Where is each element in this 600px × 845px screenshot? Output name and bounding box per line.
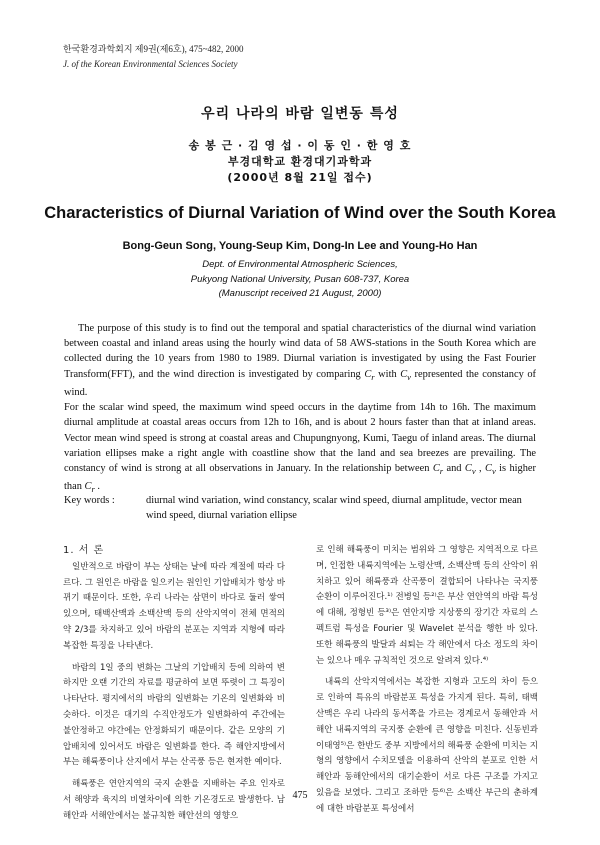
symbol-cv-2: $C_v$ <box>464 462 476 476</box>
affiliation-english-block <box>0 258 600 302</box>
body-paragraph: 로 인해 해륙풍이 미치는 범위와 그 영향은 지역적으로 다르며, 인접한 내륙지역에는 노령산맥, 소백산맥 등의 산악이 위치하고 있어 해륙풍과 산곡풍이 결합되어 나타나는 국지풍 순환이 이루어진다.¹⁾ 전병일 등²⁾은 부산 연안역의 바람 특성에 대해, 정형빈 등³⁾은 연안지방 지상풍의 장기간 자료의 스펙트럼 특성을 Fourier 및 Wavelet 분석을 행한 바 있다. 또한 해륙풍의 발달과 쇠퇴는 각 해안에서 다소 정도의 차이는 있으나 매우 규칙적인 것으로 알려져 있다.⁴⁾ <box>316 545 538 666</box>
authors-korean: 송 봉 근 · 김 영 섭 · 이 동 인 · 한 영 호 <box>188 139 412 152</box>
symbol-cv: $C_v$ <box>400 368 411 382</box>
title-english: Characteristics of Diurnal Variation of Wind over the South Korea <box>44 204 556 222</box>
journal-citation-ko: 한국환경과학회지 제9권(제6호), 475~482, 2000 <box>63 44 244 54</box>
keywords <box>64 493 536 523</box>
received-date-korean: (2000년 8월 21일 접수) <box>227 171 373 184</box>
title-korean: 우리 나라의 바람 일변동 특성 <box>201 106 399 122</box>
body-column-left <box>63 543 285 825</box>
keywords-text: diurnal wind variation, wind constancy, scalar wind speed, diurnal amplitude, vector mean wind speed, diurnal variation ellipse <box>146 495 522 522</box>
journal-header <box>63 42 243 72</box>
page-number: 475 <box>292 790 308 801</box>
abstract-paragraph-1: The purpose of this study is to find out the temporal and spatial characteristics of the diurnal wind variation between coastal and inland areas using the hourly wind data of 58 AWS-stations in the South Korea which are collected during the 10 years from 1980 to 1989. Diurnal variation is investigated by using the Fast Fourier Transform(FFT), and the wind direction is investigated by comparing $C_r$ with $C_v$ represented the constancy of wind. <box>64 323 537 398</box>
symbol-cr-2: $C_r$ <box>432 462 444 476</box>
symbol-cr: $C_r$ <box>364 368 375 382</box>
body-paragraph: 일반적으로 바람이 부는 상태는 날에 따라 계절에 따라 다르다. 그 원인은 바람을 일으키는 원인인 기압배치가 항상 바뀌기 때문이다. 또한, 우리 나라는 삼면이 바다로 둘러 쌓여 있으며, 태백산맥과 소백산맥 등의 산악지역이 전체 면적의 약 2/3를 차지하고 있어 바람의 분포는 지역과 지형에 따라 복잡한 특징을 나타낸다. <box>63 561 285 651</box>
symbol-cv-3: $C_v$ <box>485 462 496 476</box>
keywords-label: Key words : <box>64 495 115 506</box>
body-paragraph: 해륙풍은 연안지역의 국지 순환을 지배하는 주요 인자로서 해양과 육지의 비열차이에 의한 기온경도로 발생한다. 남해안과 서해안에서는 불규칙한 해안선의 영향으 <box>63 779 285 821</box>
body-paragraph: 내륙의 산악지역에서는 복잡한 지형과 고도의 차이 등으로 인하여 특유의 바람분포 특성을 가지게 된다. 특히, 태백산맥은 우리 나라의 동서쪽을 가르는 경계로서 동해안과 서해안 내륙지역의 국지풍 순환에 큰 영향을 미친다. 신동빈과 이태영⁵⁾은 한반도 중부 지방에서의 해륙풍 순환에 미치는 지형의 영향에서 수치모델을 이용하여 산악의 분포로 인한 서해안과 동해안에서의 대기순환이 서로 다른 구조를 가지고 있음을 보였다. 그리고 조하만 등⁶⁾은 소백산 부근의 춘하계에 대한 바람분포 특성에서 <box>316 677 538 814</box>
authors-english: Bong-Geun Song, Young-Seup Kim, Dong-In Lee and Young-Ho Han <box>122 240 478 252</box>
body-column-right <box>316 543 538 818</box>
received-date-english: (Manuscript received 21 August, 2000) <box>218 288 382 299</box>
section-heading-introduction: 1. 서 론 <box>63 545 105 556</box>
abstract <box>64 321 536 497</box>
symbol-cr-3: $C_r$ <box>84 481 95 495</box>
journal-name-en: J. of the Korean Environmental Sciences Society <box>63 59 238 69</box>
authors-korean-block <box>0 138 600 186</box>
affiliation-dept: Dept. of Environmental Atmospheric Sciences, <box>202 259 398 270</box>
affiliation-univ: Pukyong National University, Pusan 608-737, Korea <box>190 273 410 285</box>
abstract-paragraph-2: For the scalar wind speed, the maximum wind speed occurs in the daytime from 14h to 16h. The maximum diurnal amplitude at coastal areas occurs from 12h to 16h, and is about 2 hours faster than that at inland areas. Vector mean wind speed is strong at coastal areas and Chupungnyong, Kumi, Taegu of inland areas. The diurnal variation ellipses make a right angle with coastline show that the land and sea breezes are prevailing. The constancy of wind is strong at all observations in January. In the relationship between $C_r$ and $C_v$ , $C_v$ is higher than $C_r$ . <box>64 402 536 495</box>
affiliation-korean: 부경대학교 환경대기과학과 <box>227 155 373 168</box>
body-paragraph: 바람의 1일 중의 변화는 그날의 기압배치 등에 의하여 변하지만 오랜 기간의 자료를 평균하여 보면 뚜렷이 그 특징이 나타난다. 평지에서의 바람의 일변화는 기온의 일변화와 비슷하다. 이것은 대기의 수직안정도가 일변화하여 주간에는 불안정하고 야간에는 안정화되기 때문이다. 같은 모양의 기압배치에 있어서도 바람은 일변화를 한다. 즉 해안지방에서 부는 해륙풍이나 산지에서 부는 산곡풍 등은 현저한 예이다. <box>63 662 285 768</box>
